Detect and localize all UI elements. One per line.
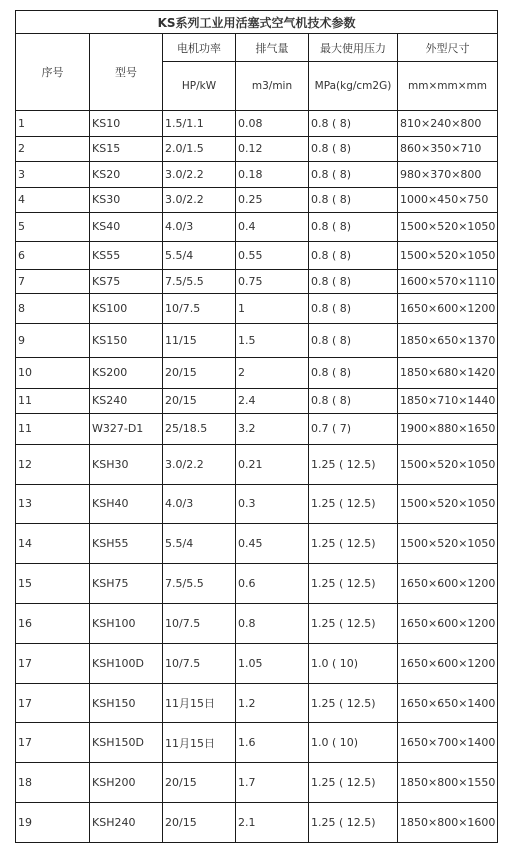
cell-pressure: 0.7 ( 7)	[309, 414, 398, 445]
header-flow: 排气量	[236, 34, 309, 62]
cell-model: KS15	[90, 136, 163, 162]
cell-power: 4.0/3	[163, 213, 236, 242]
cell-power: 7.5/5.5	[163, 564, 236, 604]
cell-model: KSH200	[90, 763, 163, 803]
cell-seq: 12	[16, 444, 90, 484]
unit-pressure: MPa(kg/cm2G)	[309, 62, 398, 111]
cell-pressure: 0.8 ( 8)	[309, 358, 398, 389]
cell-seq: 13	[16, 484, 90, 524]
cell-pressure: 1.25 ( 12.5)	[309, 564, 398, 604]
cell-flow: 1.5	[236, 324, 309, 358]
cell-size: 1500×520×1050	[398, 241, 498, 270]
cell-flow: 1	[236, 293, 309, 324]
cell-seq: 2	[16, 136, 90, 162]
header-size: 外型尺寸	[398, 34, 498, 62]
table-row	[16, 803, 498, 843]
cell-model: KSH240	[90, 803, 163, 843]
table-row	[16, 604, 498, 644]
cell-flow: 1.2	[236, 683, 309, 723]
cell-size: 1650×700×1400	[398, 723, 498, 763]
cell-size: 1650×600×1200	[398, 604, 498, 644]
cell-seq: 6	[16, 241, 90, 270]
cell-seq: 17	[16, 643, 90, 683]
unit-power: HP/kW	[163, 62, 236, 111]
cell-seq: 14	[16, 524, 90, 564]
cell-seq: 3	[16, 162, 90, 188]
cell-flow: 2.1	[236, 803, 309, 843]
cell-seq: 11	[16, 414, 90, 445]
cell-model: KSH100D	[90, 643, 163, 683]
cell-model: KS100	[90, 293, 163, 324]
cell-pressure: 0.8 ( 8)	[309, 293, 398, 324]
cell-seq: 18	[16, 763, 90, 803]
cell-pressure: 1.25 ( 12.5)	[309, 763, 398, 803]
cell-power: 25/18.5	[163, 414, 236, 445]
unit-flow: m3/min	[236, 62, 309, 111]
cell-model: KS40	[90, 213, 163, 242]
cell-power: 11/15	[163, 324, 236, 358]
cell-pressure: 1.25 ( 12.5)	[309, 803, 398, 843]
cell-size: 1850×650×1370	[398, 324, 498, 358]
cell-pressure: 0.8 ( 8)	[309, 270, 398, 293]
cell-size: 1000×450×750	[398, 187, 498, 213]
cell-seq: 11	[16, 388, 90, 414]
header-pressure: 最大使用压力	[309, 34, 398, 62]
cell-size: 1850×710×1440	[398, 388, 498, 414]
cell-size: 1600×570×1110	[398, 270, 498, 293]
cell-size: 1650×600×1200	[398, 293, 498, 324]
table-row	[16, 763, 498, 803]
cell-power: 3.0/2.2	[163, 444, 236, 484]
table-row	[16, 444, 498, 484]
cell-seq: 1	[16, 111, 90, 137]
cell-size: 1850×800×1600	[398, 803, 498, 843]
cell-flow: 1.6	[236, 723, 309, 763]
cell-model: KS240	[90, 388, 163, 414]
cell-seq: 5	[16, 213, 90, 242]
cell-pressure: 1.25 ( 12.5)	[309, 683, 398, 723]
cell-flow: 0.6	[236, 564, 309, 604]
cell-power: 10/7.5	[163, 293, 236, 324]
cell-flow: 0.3	[236, 484, 309, 524]
spec-table	[15, 10, 498, 843]
table-row	[16, 723, 498, 763]
cell-flow: 2	[236, 358, 309, 389]
cell-power: 5.5/4	[163, 241, 236, 270]
table-row	[16, 187, 498, 213]
cell-pressure: 0.8 ( 8)	[309, 213, 398, 242]
cell-power: 11月15日	[163, 683, 236, 723]
cell-pressure: 1.25 ( 12.5)	[309, 484, 398, 524]
cell-flow: 0.25	[236, 187, 309, 213]
cell-size: 1500×520×1050	[398, 213, 498, 242]
cell-power: 1.5/1.1	[163, 111, 236, 137]
cell-size: 1650×650×1400	[398, 683, 498, 723]
cell-pressure: 1.0 ( 10)	[309, 643, 398, 683]
cell-size: 980×370×800	[398, 162, 498, 188]
cell-seq: 15	[16, 564, 90, 604]
cell-seq: 16	[16, 604, 90, 644]
cell-power: 5.5/4	[163, 524, 236, 564]
cell-flow: 1.05	[236, 643, 309, 683]
table-body	[16, 111, 498, 843]
table-row	[16, 241, 498, 270]
cell-power: 4.0/3	[163, 484, 236, 524]
cell-model: KS75	[90, 270, 163, 293]
cell-model: KSH150D	[90, 723, 163, 763]
header-power: 电机功率	[163, 34, 236, 62]
cell-model: W327-D1	[90, 414, 163, 445]
cell-flow: 0.18	[236, 162, 309, 188]
cell-size: 1900×880×1650	[398, 414, 498, 445]
cell-flow: 0.08	[236, 111, 309, 137]
table-row	[16, 683, 498, 723]
table-row	[16, 564, 498, 604]
cell-flow: 0.75	[236, 270, 309, 293]
cell-model: KS55	[90, 241, 163, 270]
unit-size: mm×mm×mm	[398, 62, 498, 111]
cell-seq: 19	[16, 803, 90, 843]
cell-pressure: 1.25 ( 12.5)	[309, 444, 398, 484]
cell-model: KSH30	[90, 444, 163, 484]
cell-size: 1650×600×1200	[398, 643, 498, 683]
cell-power: 10/7.5	[163, 643, 236, 683]
cell-seq: 4	[16, 187, 90, 213]
cell-power: 3.0/2.2	[163, 187, 236, 213]
cell-pressure: 1.0 ( 10)	[309, 723, 398, 763]
table-row	[16, 524, 498, 564]
cell-flow: 0.4	[236, 213, 309, 242]
table-title: KS系列工业用活塞式空气机技术参数	[16, 11, 498, 34]
cell-flow: 0.45	[236, 524, 309, 564]
cell-size: 1850×680×1420	[398, 358, 498, 389]
cell-power: 7.5/5.5	[163, 270, 236, 293]
cell-model: KSH150	[90, 683, 163, 723]
cell-model: KS10	[90, 111, 163, 137]
cell-model: KS30	[90, 187, 163, 213]
cell-model: KSH100	[90, 604, 163, 644]
header-seq: 序号	[16, 34, 90, 111]
cell-model: KSH75	[90, 564, 163, 604]
cell-seq: 10	[16, 358, 90, 389]
table-row	[16, 414, 498, 445]
cell-size: 860×350×710	[398, 136, 498, 162]
cell-size: 1650×600×1200	[398, 564, 498, 604]
cell-model: KS20	[90, 162, 163, 188]
cell-flow: 2.4	[236, 388, 309, 414]
table-row	[16, 643, 498, 683]
cell-seq: 8	[16, 293, 90, 324]
table-row	[16, 111, 498, 137]
cell-seq: 17	[16, 723, 90, 763]
cell-size: 1500×520×1050	[398, 484, 498, 524]
cell-seq: 7	[16, 270, 90, 293]
cell-pressure: 0.8 ( 8)	[309, 136, 398, 162]
cell-power: 3.0/2.2	[163, 162, 236, 188]
cell-pressure: 1.25 ( 12.5)	[309, 524, 398, 564]
cell-flow: 1.7	[236, 763, 309, 803]
cell-model: KS200	[90, 358, 163, 389]
cell-model: KSH55	[90, 524, 163, 564]
header-model: 型号	[90, 34, 163, 111]
cell-pressure: 1.25 ( 12.5)	[309, 604, 398, 644]
cell-power: 20/15	[163, 763, 236, 803]
table-row	[16, 388, 498, 414]
cell-pressure: 0.8 ( 8)	[309, 324, 398, 358]
cell-pressure: 0.8 ( 8)	[309, 241, 398, 270]
table-row	[16, 162, 498, 188]
cell-pressure: 0.8 ( 8)	[309, 388, 398, 414]
cell-size: 1500×520×1050	[398, 524, 498, 564]
cell-flow: 0.8	[236, 604, 309, 644]
table-row	[16, 213, 498, 242]
cell-power: 20/15	[163, 803, 236, 843]
cell-flow: 3.2	[236, 414, 309, 445]
cell-power: 20/15	[163, 388, 236, 414]
cell-power: 11月15日	[163, 723, 236, 763]
cell-size: 810×240×800	[398, 111, 498, 137]
table-row	[16, 270, 498, 293]
cell-flow: 0.12	[236, 136, 309, 162]
cell-size: 1850×800×1550	[398, 763, 498, 803]
cell-model: KS150	[90, 324, 163, 358]
cell-flow: 0.55	[236, 241, 309, 270]
table-row	[16, 136, 498, 162]
table-row	[16, 324, 498, 358]
cell-pressure: 0.8 ( 8)	[309, 111, 398, 137]
cell-seq: 17	[16, 683, 90, 723]
cell-pressure: 0.8 ( 8)	[309, 187, 398, 213]
table-row	[16, 484, 498, 524]
cell-flow: 0.21	[236, 444, 309, 484]
cell-size: 1500×520×1050	[398, 444, 498, 484]
cell-power: 20/15	[163, 358, 236, 389]
table-row	[16, 293, 498, 324]
cell-power: 2.0/1.5	[163, 136, 236, 162]
cell-power: 10/7.5	[163, 604, 236, 644]
cell-seq: 9	[16, 324, 90, 358]
cell-model: KSH40	[90, 484, 163, 524]
cell-pressure: 0.8 ( 8)	[309, 162, 398, 188]
table-row	[16, 358, 498, 389]
